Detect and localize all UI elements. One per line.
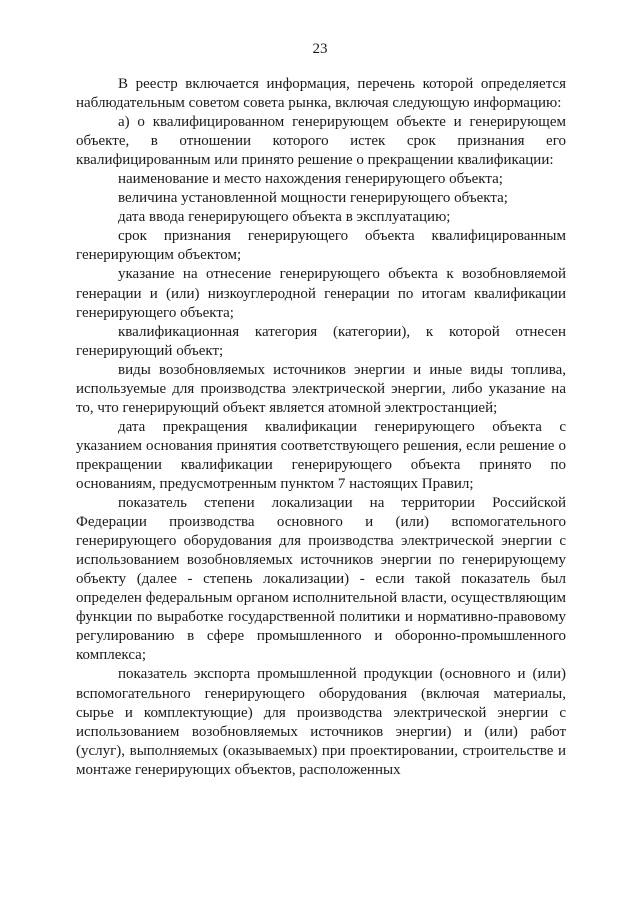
paragraph-name-location: наименование и место нахождения генерирующего объекта;: [118, 171, 503, 188]
paragraph-commissioning-date: дата ввода генерирующего объекта в эксплуатацию;: [118, 209, 451, 226]
paragraph-energy-sources: виды возобновляемых источников энергии и иные виды топлива, используемые для производства электрической энергии, либо указание на то, что генерирующий объект является атомной электростанцией;: [76, 361, 566, 416]
page-number: 23: [312, 41, 328, 57]
paragraph-qualification-category: квалификационная категория (категории), к которой отнесен генерирующий объект;: [76, 323, 566, 359]
paragraph-installed-capacity: величина установленной мощности генерирующего объекта;: [118, 190, 508, 207]
paragraph-item-a: а) о квалифицированном генерирующем объекте и генерирующем объекте, в отношении которого истек срок признания его квалифицированным или принято решение о прекращении квалификации:: [76, 114, 566, 169]
paragraph-intro: В реестр включается информация, перечень которой определяется наблюдательным советом совета рынка, включая следующую информацию:: [76, 76, 566, 112]
document-body: [76, 75, 566, 780]
paragraph-localization-degree: показатель степени локализации на территории Российской Федерации производства основного и (или) вспомогательного генерирующего оборудования для производства электрической энергии с использованием возобновляемых источников энергии по генерирующему объекту (далее - степень локализации) - если такой показатель был определен федеральным органом исполнительной власти, осуществляющим функции по выработке государственной политики и нормативно-правовому регулированию в сфере промышленного и оборонно-промышленного комплекса;: [76, 495, 566, 664]
paragraph-generation-type: указание на отнесение генерирующего объекта к возобновляемой генерации и (или) низкоуглеродной генерации по итогам квалификации генерирующего объекта;: [76, 266, 566, 321]
paragraph-termination-date: дата прекращения квалификации генерирующего объекта с указанием основания принятия соответствующего решения, если решение о прекращении квалификации генерирующего объекта принято по основаниям, предусмотренным пунктом 7 настоящих Правил;: [76, 418, 566, 492]
paragraph-export-indicator: показатель экспорта промышленной продукции (основного и (или) вспомогательного генерирующего оборудования (включая материалы, сырье и комплектующие) для производства электрической энергии с использованием возобновляемых источников энергии) и (или) работ (услуг), выполняемых (оказываемых) при проектировании, строительстве и монтаже генерирующих объектов, расположенных: [76, 666, 566, 778]
paragraph-qualification-term: срок признания генерирующего объекта квалифицированным генерирующим объектом;: [76, 228, 566, 264]
